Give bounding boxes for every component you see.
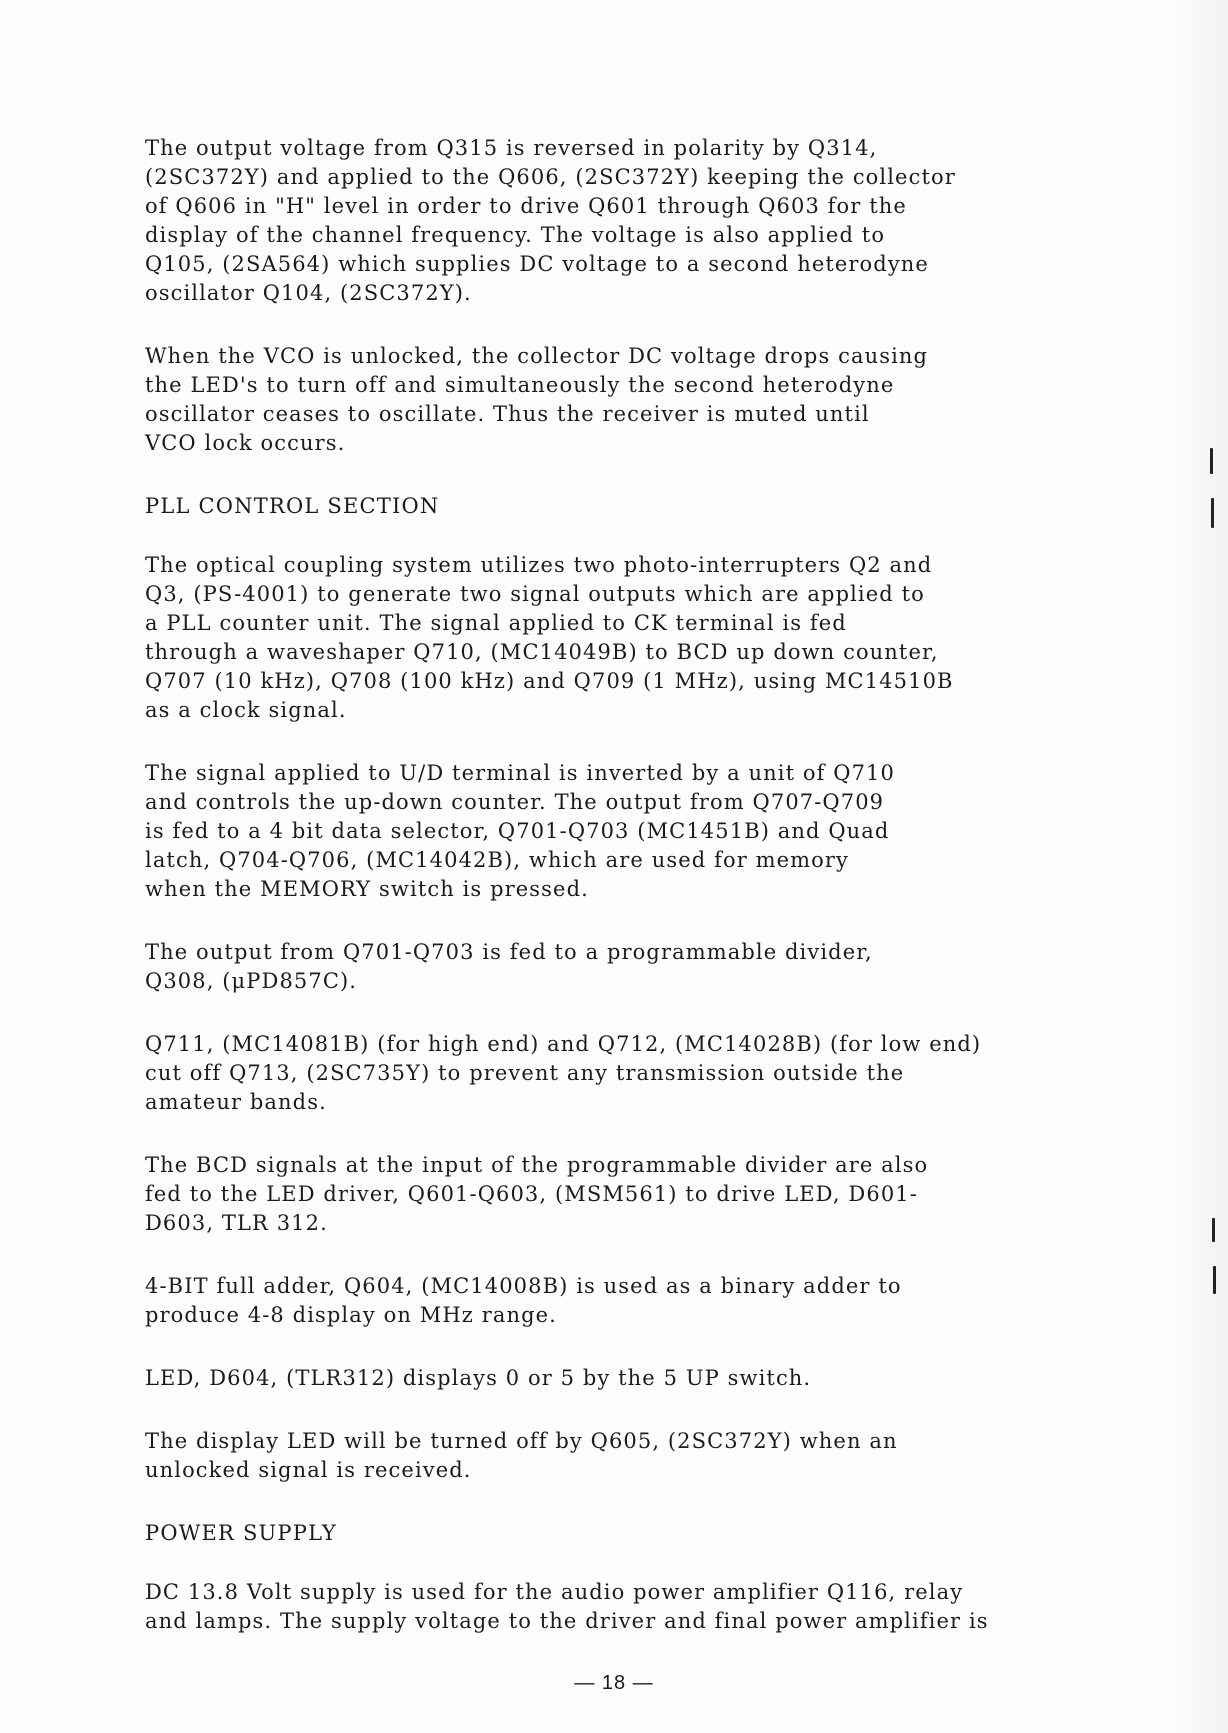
text-line: LED, D604, (TLR312) displays 0 or 5 by the 5 UP switch. <box>145 1366 812 1390</box>
text-line: oscillator Q104, (2SC372Y). <box>145 281 472 305</box>
paragraph <box>145 1151 1095 1238</box>
paragraph <box>145 1364 1095 1393</box>
text-line: D603, TLR 312. <box>145 1211 328 1235</box>
section-pll-control <box>145 551 1095 1485</box>
text-line: unlocked signal is received. <box>145 1458 472 1482</box>
binding-mark <box>1213 1266 1216 1294</box>
text-line: The output from Q701-Q703 is fed to a programmable divider, <box>145 940 873 964</box>
text-line: DC 13.8 Volt supply is used for the audio power amplifier Q116, relay <box>145 1580 964 1604</box>
text-line: produce 4-8 display on MHz range. <box>145 1303 557 1327</box>
text-line: The output voltage from Q315 is reversed in polarity by Q314, <box>145 136 878 160</box>
text-line: is fed to a 4 bit data selector, Q701-Q703 (MC1451B) and Quad <box>145 819 890 843</box>
text-line: The display LED will be turned off by Q605, (2SC372Y) when an <box>145 1429 898 1453</box>
text-line: fed to the LED driver, Q601-Q603, (MSM561) to drive LED, D601- <box>145 1182 918 1206</box>
text-line: when the MEMORY switch is pressed. <box>145 877 589 901</box>
paragraph <box>145 1578 1095 1636</box>
paragraph <box>145 759 1095 904</box>
text-line: Q3, (PS-4001) to generate two signal outputs which are applied to <box>145 582 925 606</box>
paragraph <box>145 551 1095 725</box>
page-edge-shadow <box>1168 0 1228 1733</box>
paragraph <box>145 938 1095 996</box>
text-line: and lamps. The supply voltage to the driver and final power amplifier is <box>145 1609 989 1633</box>
binding-mark <box>1211 498 1214 528</box>
text-line: Q711, (MC14081B) (for high end) and Q712, (MC14028B) (for low end) <box>145 1032 982 1056</box>
text-line: 4-BIT full adder, Q604, (MC14008B) is used as a binary adder to <box>145 1274 902 1298</box>
text-line: When the VCO is unlocked, the collector DC voltage drops causing <box>145 344 929 368</box>
text-line: amateur bands. <box>145 1090 327 1114</box>
text-line: Q308, (μPD857C). <box>145 969 358 993</box>
text-line: oscillator ceases to oscillate. Thus the receiver is muted until <box>145 402 870 426</box>
section-power-supply <box>145 1578 1095 1636</box>
text-line: and controls the up-down counter. The output from Q707-Q709 <box>145 790 885 814</box>
section-intro <box>145 134 1095 458</box>
paragraph <box>145 1030 1095 1117</box>
text-line: The BCD signals at the input of the programmable divider are also <box>145 1153 929 1177</box>
text-line: a PLL counter unit. The signal applied to CK terminal is fed <box>145 611 847 635</box>
text-line: The signal applied to U/D terminal is inverted by a unit of Q710 <box>145 761 895 785</box>
paragraph <box>145 134 1095 308</box>
text-line: Q105, (2SA564) which supplies DC voltage to a second heterodyne <box>145 252 929 276</box>
heading-pll-control-section: PLL CONTROL SECTION <box>145 494 440 518</box>
heading-power-supply: POWER SUPPLY <box>145 1521 337 1545</box>
text-line: latch, Q704-Q706, (MC14042B), which are used for memory <box>145 848 850 872</box>
paragraph <box>145 342 1095 458</box>
text-line: as a clock signal. <box>145 698 347 722</box>
text-line: (2SC372Y) and applied to the Q606, (2SC372Y) keeping the collector <box>145 165 956 189</box>
document-body <box>145 134 1095 1670</box>
text-line: VCO lock occurs. <box>145 431 346 455</box>
text-line: display of the channel frequency. The voltage is also applied to <box>145 223 886 247</box>
text-line: Q707 (10 kHz), Q708 (100 kHz) and Q709 (1 MHz), using MC14510B <box>145 669 954 693</box>
text-line: of Q606 in "H" level in order to drive Q601 through Q603 for the <box>145 194 907 218</box>
paragraph <box>145 1427 1095 1485</box>
binding-mark <box>1212 1218 1215 1242</box>
text-line: The optical coupling system utilizes two photo-interrupters Q2 and <box>145 553 933 577</box>
text-line: through a waveshaper Q710, (MC14049B) to BCD up down counter, <box>145 640 939 664</box>
paragraph <box>145 1272 1095 1330</box>
binding-mark <box>1210 448 1213 474</box>
text-line: the LED's to turn off and simultaneously the second heterodyne <box>145 373 895 397</box>
text-line: cut off Q713, (2SC735Y) to prevent any transmission outside the <box>145 1061 905 1085</box>
page-number: — 18 — <box>574 1672 654 1694</box>
